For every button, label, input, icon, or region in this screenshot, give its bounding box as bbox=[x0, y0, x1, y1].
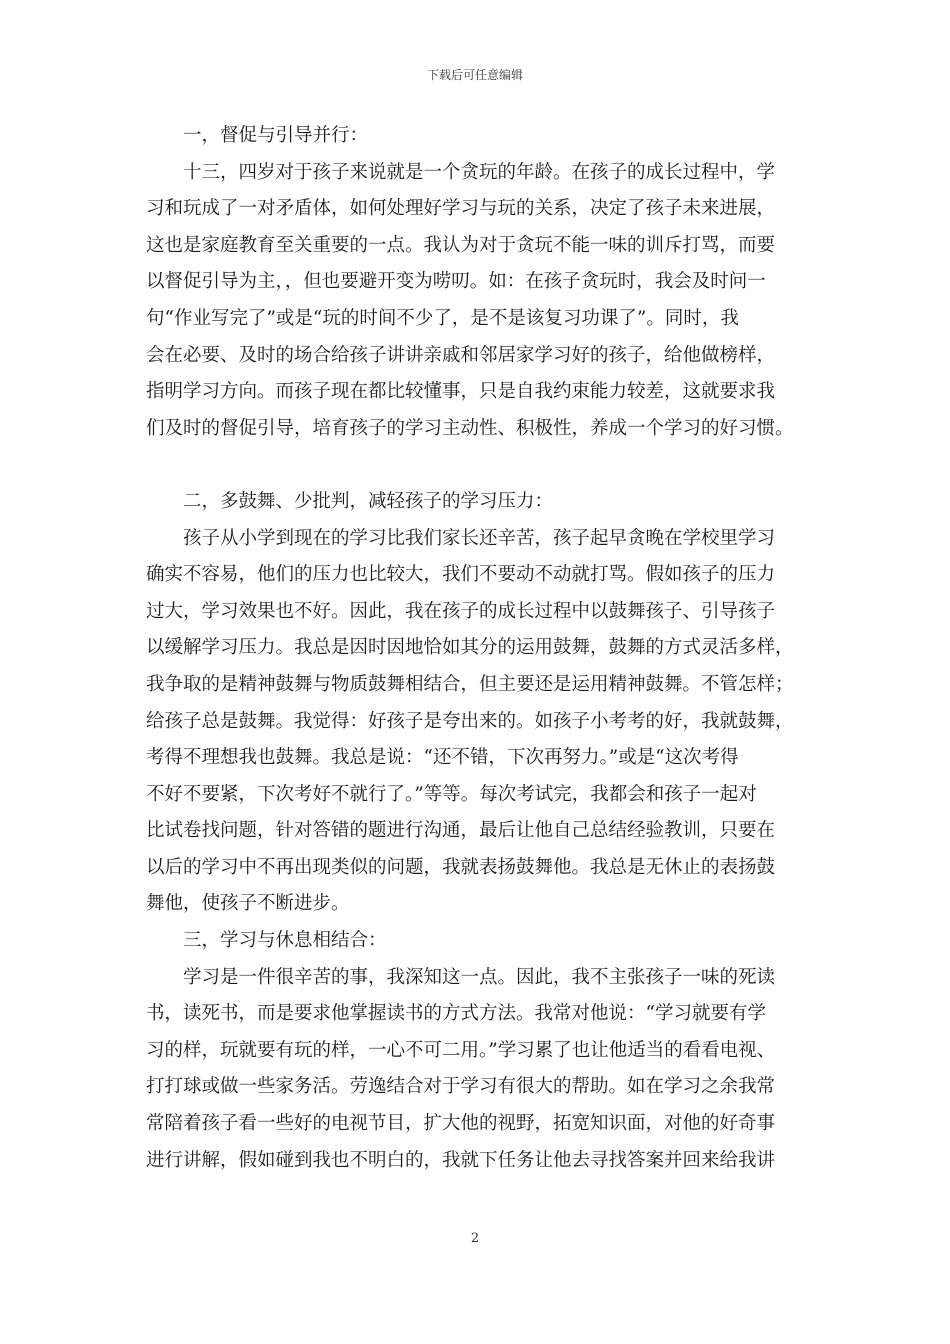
paragraph-line: 以后的学习中不再出现类似的问题，我就表扬鼓舞他。我总是无休止的表扬鼓 bbox=[146, 856, 776, 878]
page-header: 下载后可任意编辑 bbox=[426, 68, 523, 82]
paragraph-line: 不好不要紧，下次考好不就行了。”等等。每次考试完，我都会和孩子一起对 bbox=[146, 783, 757, 805]
paragraph-line: 比试卷找问题，针对答错的题进行沟通，最后让他自己总结经验教训，只要在 bbox=[146, 820, 776, 842]
paragraph-line: 舞他，使孩子不断进步。 bbox=[146, 893, 350, 915]
paragraph-line: 指明学习方向。而孩子现在都比较懂事，只是自我约束能力较差，这就要求我 bbox=[146, 381, 776, 403]
paragraph-line: 们及时的督促引导，培育孩子的学习主动性、积极性，养成一个学习的好习惯。 bbox=[146, 417, 794, 439]
paragraph-line: 书，读死书，而是要求他掌握读书的方式方法。我常对他说：“学习就要有学 bbox=[146, 1003, 766, 1025]
paragraph-line: 习的样，玩就要有玩的样，一心不可二用。”学习累了也让他适当的看看电视、 bbox=[146, 1039, 776, 1061]
document-body bbox=[146, 118, 818, 1179]
paragraph-line: 考得不理想我也鼓舞。我总是说：“还不错，下次再努力。”或是“这次考得 bbox=[146, 747, 739, 769]
paragraph-line: 以缓解学习压力。我总是因时因地恰如其分的运用鼓舞，鼓舞的方式灵活多样， bbox=[146, 637, 794, 659]
paragraph-line: 十三，四岁对于孩子来说就是一个贪玩的年龄。在孩子的成长过程中，学 bbox=[183, 161, 776, 183]
paragraph-line: 给孩子总是鼓舞。我觉得：好孩子是夸出来的。如孩子小考考的好，我就鼓舞， bbox=[146, 710, 794, 732]
page-number: 2 bbox=[470, 1231, 480, 1246]
blank-line bbox=[146, 447, 818, 484]
paragraph-line: 学习是一件很辛苦的事，我深知这一点。因此，我不主张孩子一味的死读 bbox=[183, 966, 776, 988]
section-heading: 一，督促与引导并行： bbox=[183, 125, 369, 146]
paragraph-line: 常陪着孩子看一些好的电视节目，扩大他的视野，拓宽知识面，对他的好奇事 bbox=[146, 1113, 776, 1135]
paragraph-line: 孩子从小学到现在的学习比我们家长还辛苦，孩子起早贪晚在学校里学习 bbox=[183, 527, 776, 549]
paragraph-line: 以督促引导为主，，但也要避开变为唠叨。如：在孩子贪玩时，我会及时问一 bbox=[146, 271, 766, 293]
section-heading: 二，多鼓舞、少批判，减轻孩子的学习压力： bbox=[183, 490, 554, 512]
paragraph-line: 习和玩成了一对矛盾体，如何处理好学习与玩的关系，决定了孩子未来进展， bbox=[146, 198, 776, 220]
paragraph-line: 过大，学习效果也不好。因此，我在孩子的成长过程中以鼓舞孩子、引导孩子 bbox=[146, 600, 776, 622]
paragraph-line: 确实不容易，他们的压力也比较大，我们不要动不动就打骂。假如孩子的压力 bbox=[146, 564, 776, 586]
paragraph-line: 会在必要、及时的场合给孩子讲讲亲戚和邻居家学习好的孩子，给他做榜样， bbox=[146, 344, 776, 366]
paragraph-line: 句“作业写完了”或是“玩的时间不少了，是不是该复习功课了”。同时，我 bbox=[146, 307, 739, 329]
paragraph-line: 进行讲解，假如碰到我也不明白的，我就下任务让他去寻找答案并回来给我讲 bbox=[146, 1149, 776, 1171]
paragraph-line: 我争取的是精神鼓舞与物质鼓舞相结合，但主要还是运用精神鼓舞。不管怎样； bbox=[146, 673, 794, 695]
paragraph-line: 这也是家庭教育至关重要的一点。我认为对于贪玩不能一味的训斥打骂，而要 bbox=[146, 234, 776, 256]
paragraph-line: 打打球或做一些家务活。劳逸结合对于学习有很大的帮助。如在学习之余我常 bbox=[146, 1076, 776, 1098]
section-heading: 三，学习与休息相结合： bbox=[183, 930, 387, 952]
